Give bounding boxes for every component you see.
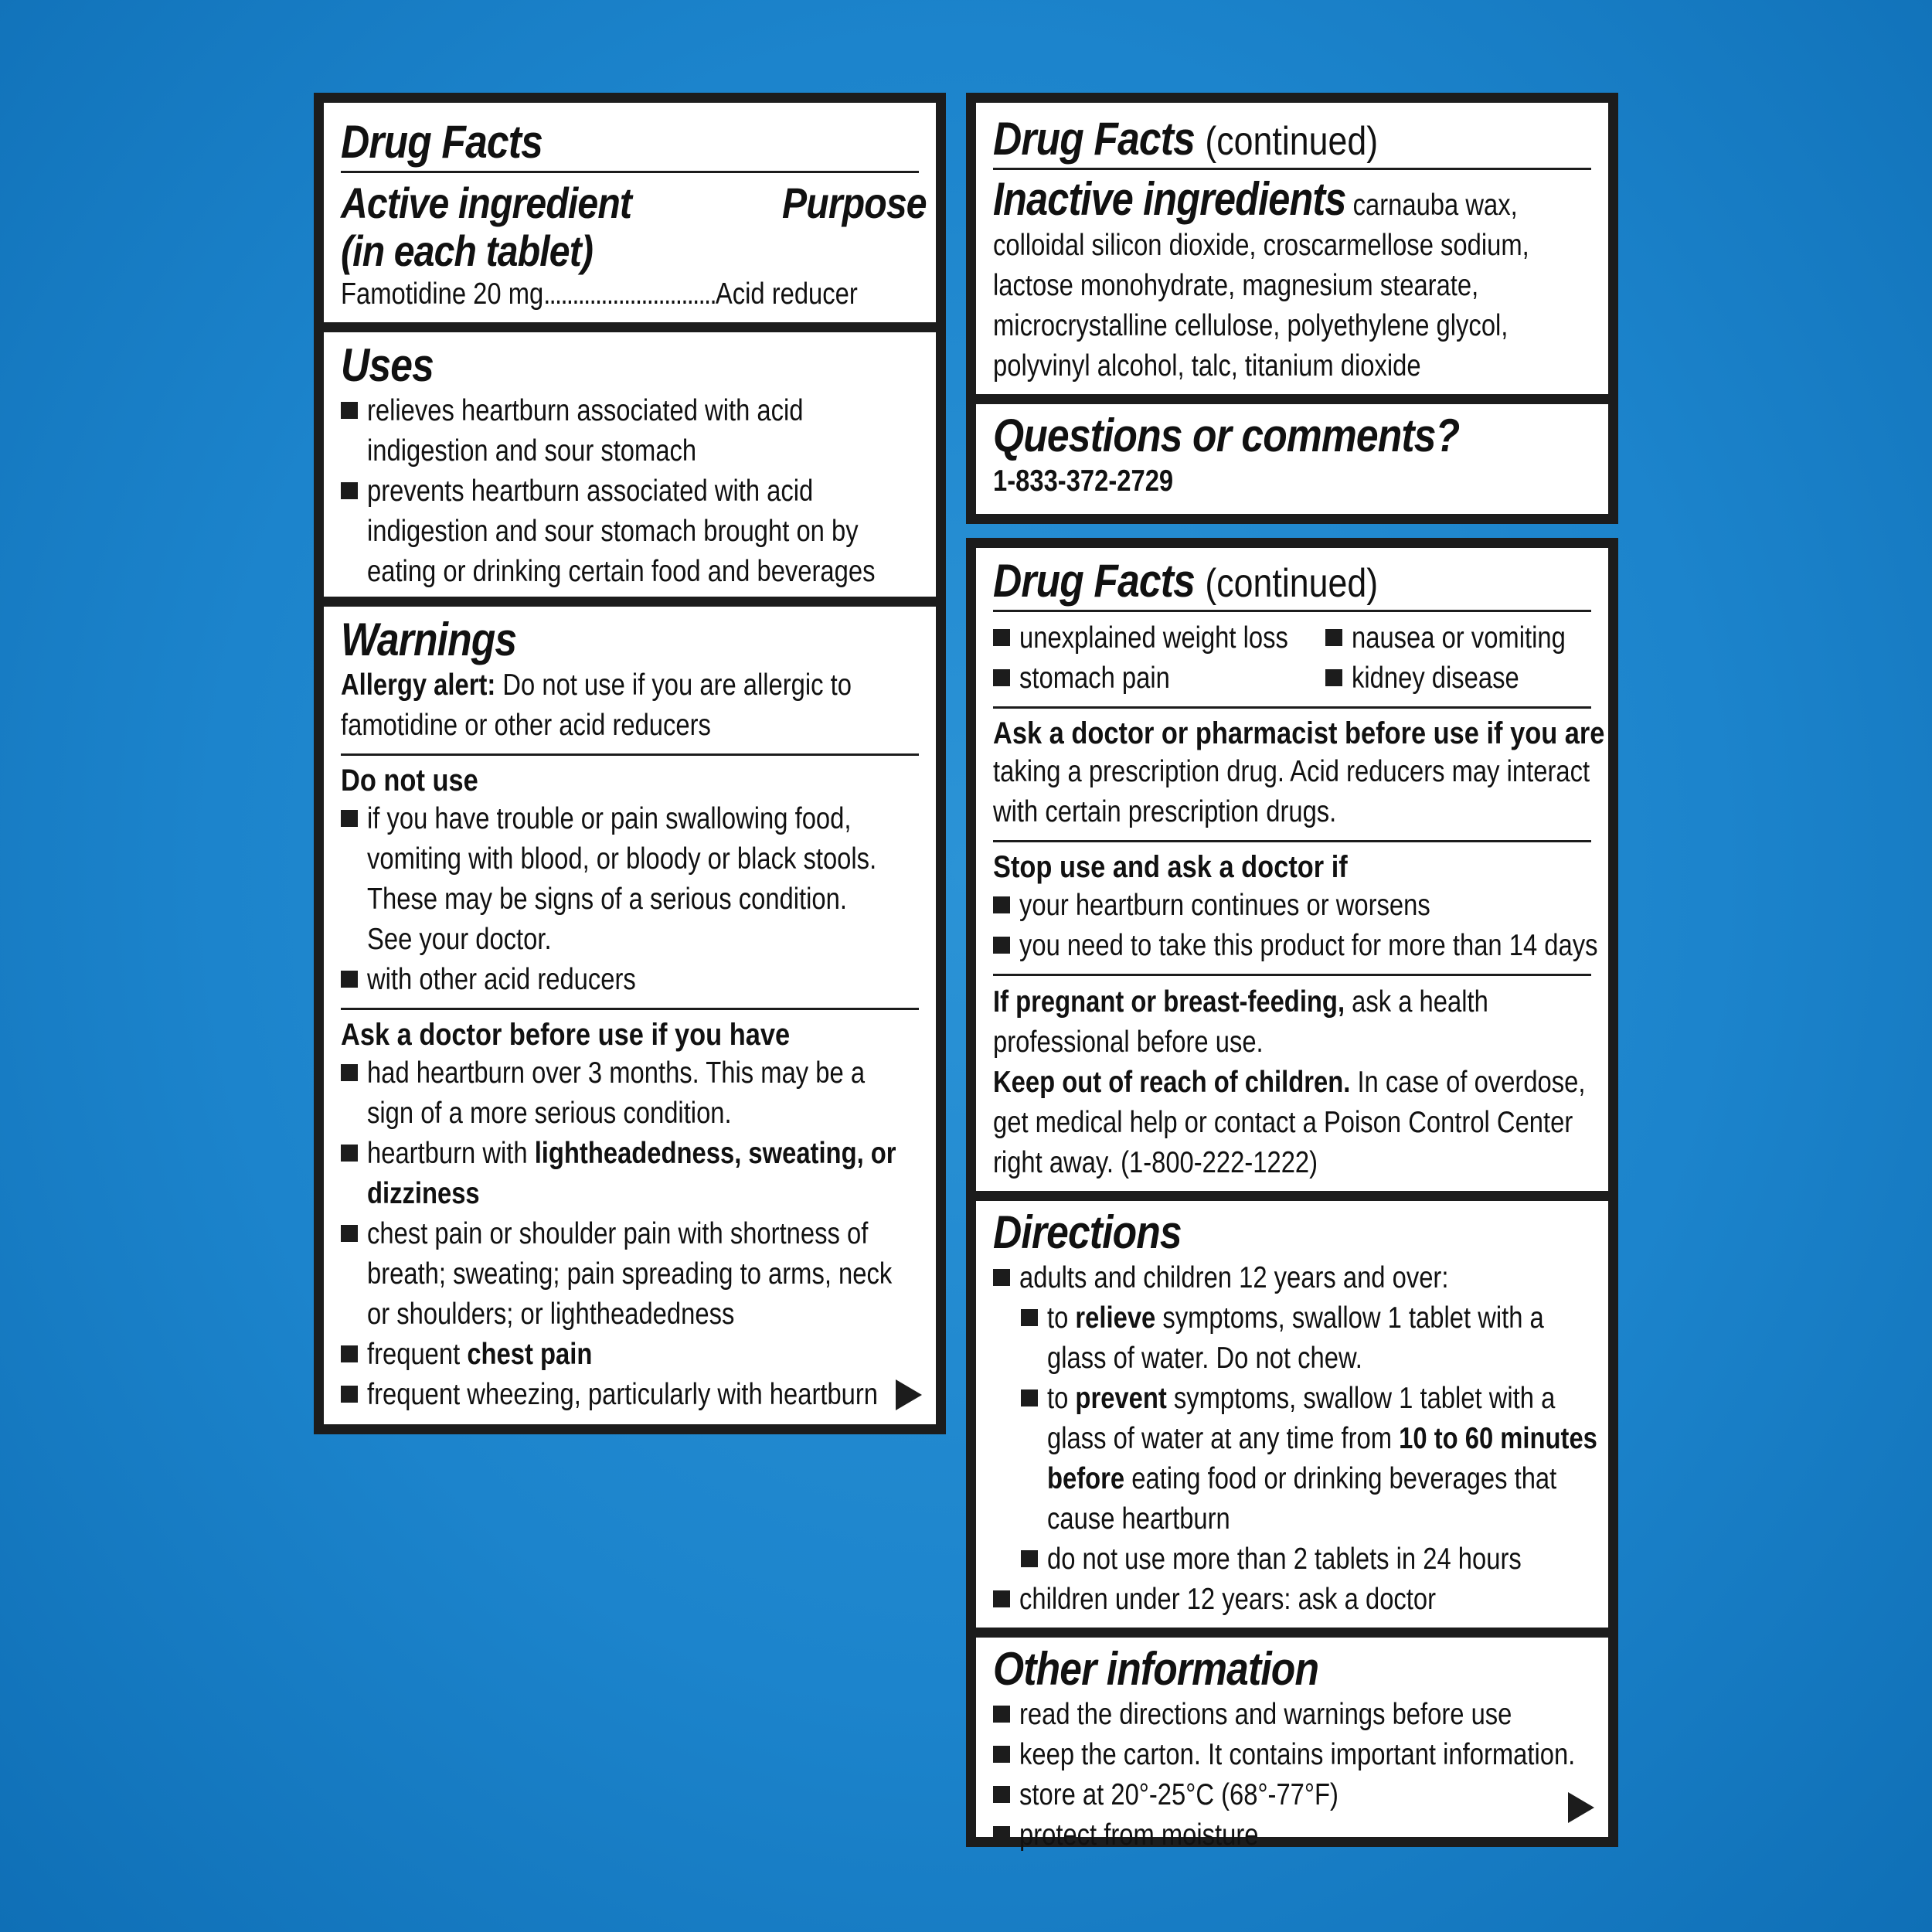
list-item-text: See your doctor. — [367, 923, 552, 957]
list-item — [993, 1258, 1591, 1298]
warnings-section — [324, 607, 936, 1415]
drug-facts-panel-right-top — [966, 93, 1618, 524]
list-item — [341, 471, 919, 592]
list-item — [993, 1735, 1591, 1775]
continued-label: (continued) — [1205, 561, 1379, 606]
list-item-text: if you have trouble or pain swallowing food, — [367, 802, 852, 836]
list-item-text: glass of water. Do not chew. — [1047, 1342, 1362, 1375]
active-ingredient-heading: Active ingredient — [341, 179, 632, 227]
list-item — [1021, 1379, 1597, 1539]
warnings-heading: Warnings — [341, 614, 517, 666]
list-item-text: kidney disease — [1352, 662, 1519, 695]
ingredient-name: Famotidine 20 mg — [341, 277, 544, 311]
list-item — [1021, 1539, 1591, 1580]
list-item-bold-text: relieve — [1075, 1301, 1156, 1335]
allergy-label: Allergy alert: — [341, 668, 496, 702]
bullet-square-icon — [341, 402, 358, 419]
list-item-text: eating food or drinking beverages that — [1124, 1462, 1557, 1495]
drug-facts-panel-left — [314, 93, 946, 1434]
inactive-ingredients — [993, 173, 1529, 386]
list-item-text: symptoms, swallow 1 tablet with a — [1155, 1301, 1544, 1335]
inactive-text: colloidal silicon dioxide, croscarmellose sodium, — [993, 229, 1529, 262]
inactive-text: polyvinyl alcohol, talc, titanium dioxide — [993, 349, 1421, 383]
list-item-text: your heartburn continues or worsens — [1019, 889, 1430, 922]
list-item — [341, 1134, 919, 1214]
list-item — [993, 618, 1325, 658]
panel-title-text: Drug Facts — [993, 113, 1195, 165]
bullet-square-icon — [341, 1345, 358, 1362]
bullet-square-icon — [993, 629, 1010, 646]
uses-section — [324, 332, 936, 597]
list-item-text: frequent wheezing, particularly with heartburn — [367, 1378, 879, 1412]
list-item-text: indigestion and sour stomach brought on by — [367, 515, 859, 549]
list-item-text: cause heartburn — [1047, 1502, 1230, 1536]
ingredient-purpose: Acid reducer — [715, 277, 858, 311]
questions-heading: Questions or comments? — [993, 410, 1460, 461]
purpose-heading: Purpose — [781, 179, 927, 227]
allergy-text: famotidine or other acid reducers — [341, 709, 711, 743]
ask-doctor-heading: Ask a doctor before use if you have — [341, 1018, 791, 1053]
continue-arrow-icon — [896, 1379, 922, 1410]
allergy-text: Do not use if you are allergic to — [495, 668, 852, 702]
list-item — [341, 799, 919, 960]
list-item-text: prevents heartburn associated with acid — [367, 474, 814, 509]
list-item-text: children under 12 years: ask a doctor — [1019, 1583, 1437, 1616]
keep-out-text: right away. (1-800-222-1222) — [993, 1146, 1318, 1179]
list-item-text: heartburn with — [367, 1137, 535, 1171]
bullet-square-icon — [1021, 1389, 1038, 1406]
do-not-use-heading: Do not use — [341, 764, 478, 798]
list-item-bold-text: dizziness — [367, 1177, 480, 1211]
bullet-square-icon — [993, 669, 1010, 686]
pregnant-text: professional before use. — [993, 1026, 1264, 1059]
bullet-square-icon — [1021, 1309, 1038, 1326]
list-item-text: to — [1047, 1301, 1076, 1335]
panel-title — [993, 114, 1508, 165]
list-item — [1021, 1298, 1591, 1379]
list-item — [993, 886, 1591, 926]
panel-title — [993, 556, 1508, 607]
list-item-bold-text: chest pain — [467, 1338, 593, 1372]
bullet-square-icon — [341, 1145, 358, 1162]
leader-dots: .............................. — [543, 277, 716, 311]
list-item-text: protect from moisture — [1019, 1818, 1259, 1852]
continued-label: (continued) — [1205, 119, 1379, 164]
list-item-bold-text: before — [1047, 1462, 1125, 1495]
pharmacist-text: taking a prescription drug. Acid reducers may interact — [993, 755, 1590, 788]
keep-out-label: Keep out of reach of children. — [993, 1066, 1351, 1099]
list-item — [1325, 658, 1604, 699]
drug-facts-panel-right-bottom — [966, 538, 1618, 1852]
ingredient-line — [341, 274, 919, 315]
list-item — [993, 1695, 1591, 1735]
inactive-text: microcrystalline cellulose, polyethylene glycol, — [993, 309, 1509, 342]
list-item-bold-text: 10 to 60 minutes — [1399, 1422, 1597, 1455]
inactive-text: lactose monohydrate, magnesium stearate, — [993, 269, 1479, 302]
list-item — [341, 1375, 919, 1415]
list-item-text: relieves heartburn associated with acid — [367, 394, 804, 428]
bullet-square-icon — [993, 937, 1010, 954]
pregnant-text: ask a health — [1345, 985, 1488, 1019]
list-item-text: or shoulders; or lightheadedness — [367, 1298, 735, 1332]
list-item-text: do not use more than 2 tablets in 24 hours — [1047, 1543, 1522, 1576]
list-item-text: stomach pain — [1019, 662, 1170, 695]
list-item — [341, 1335, 919, 1375]
inactive-heading: Inactive ingredients — [993, 173, 1346, 225]
bullet-square-icon — [1325, 669, 1342, 686]
pharmacist-heading: Ask a doctor or pharmacist before use if you are — [993, 716, 1605, 750]
keep-out-text: get medical help or contact a Poison Control Center — [993, 1106, 1573, 1139]
bullet-square-icon — [993, 1826, 1010, 1843]
inactive-text: carnauba wax, — [1345, 189, 1518, 222]
other-info-heading: Other information — [993, 1643, 1319, 1695]
list-item-text: store at 20°-25°C (68°-77°F) — [1019, 1778, 1338, 1811]
list-item — [1325, 618, 1604, 658]
list-item — [993, 1775, 1591, 1815]
bullet-square-icon — [993, 1706, 1010, 1723]
panel-title: Drug Facts — [341, 116, 543, 168]
list-item-text: vomiting with blood, or bloody or black stools. — [367, 842, 877, 876]
continue-arrow-icon — [1568, 1792, 1594, 1823]
list-item — [993, 658, 1325, 699]
list-item-text: read the directions and warnings before use — [1019, 1698, 1512, 1731]
list-item-text: breath; sweating; pain spreading to arms, neck — [367, 1257, 893, 1291]
list-item — [993, 1580, 1591, 1620]
list-item-text: glass of water at any time from — [1047, 1422, 1400, 1455]
list-item — [341, 960, 919, 1000]
symptom-grid — [993, 618, 1591, 699]
list-item-text: sign of a more serious condition. — [367, 1097, 732, 1131]
list-item — [341, 1214, 919, 1335]
bullet-square-icon — [341, 810, 358, 827]
list-item-text: indigestion and sour stomach — [367, 434, 697, 468]
list-item-text: unexplained weight loss — [1019, 621, 1288, 655]
list-item-text: with other acid reducers — [367, 963, 636, 997]
phone-number: 1-833-372-2729 — [993, 464, 1174, 498]
bullet-square-icon — [1325, 629, 1342, 646]
list-item-text: eating or drinking certain food and beverages — [367, 555, 876, 589]
bullet-square-icon — [993, 1590, 1010, 1607]
bullet-square-icon — [341, 1064, 358, 1081]
other-information-section — [976, 1638, 1608, 1855]
directions-section — [976, 1201, 1608, 1623]
bullet-square-icon — [341, 971, 358, 988]
bullet-square-icon — [993, 1746, 1010, 1763]
active-ingredient-subheading: (in each tablet) — [341, 226, 594, 275]
list-item-text: had heartburn over 3 months. This may be a — [367, 1056, 866, 1090]
list-item — [993, 1815, 1591, 1855]
list-item — [993, 926, 1598, 966]
stop-use-heading: Stop use and ask a doctor if — [993, 850, 1348, 884]
list-item-text: frequent — [367, 1338, 468, 1372]
uses-heading: Uses — [341, 339, 434, 392]
list-item-bold-text: prevent — [1075, 1382, 1167, 1415]
list-item-text: you need to take this product for more than 14 days — [1019, 929, 1598, 962]
list-item — [341, 1053, 919, 1134]
pregnant-label: If pregnant or breast-feeding, — [993, 985, 1345, 1019]
bullet-square-icon — [341, 482, 358, 499]
bullet-square-icon — [341, 1225, 358, 1242]
list-item-text: keep the carton. It contains important information. — [1019, 1738, 1576, 1771]
bullet-square-icon — [993, 1269, 1010, 1286]
directions-heading: Directions — [993, 1206, 1182, 1258]
bullet-square-icon — [341, 1386, 358, 1403]
list-item-text: adults and children 12 years and over: — [1019, 1261, 1449, 1294]
list-item-text: symptoms, swallow 1 tablet with a — [1166, 1382, 1556, 1415]
list-item — [341, 391, 919, 471]
list-item-text: to — [1047, 1382, 1076, 1415]
keep-out-text: In case of overdose, — [1350, 1066, 1586, 1099]
panel-title-text: Drug Facts — [993, 555, 1195, 607]
bullet-square-icon — [993, 1786, 1010, 1803]
pharmacist-text: with certain prescription drugs. — [993, 795, 1337, 828]
list-item-text: These may be signs of a serious condition. — [367, 883, 847, 917]
list-item-text: nausea or vomiting — [1352, 621, 1566, 655]
bullet-square-icon — [1021, 1550, 1038, 1567]
list-item-text: chest pain or shoulder pain with shortness of — [367, 1217, 869, 1251]
list-item-bold-text: lightheadedness, sweating, or — [534, 1137, 896, 1171]
bullet-square-icon — [993, 896, 1010, 913]
